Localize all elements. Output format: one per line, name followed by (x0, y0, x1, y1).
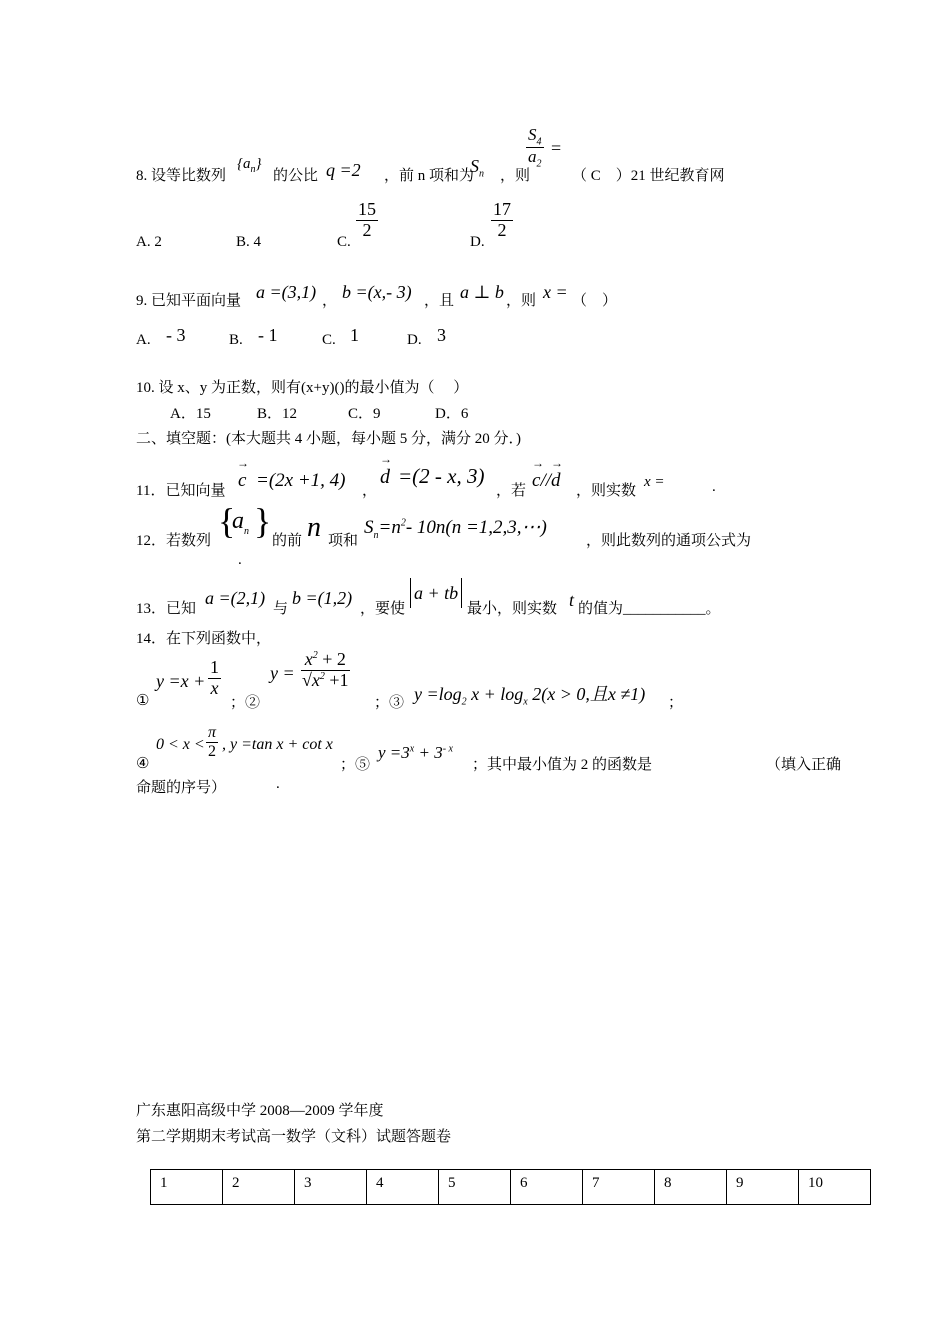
q9-x-equals: x = (543, 282, 568, 302)
answer-cell[interactable]: 1 (151, 1170, 223, 1205)
q14-line2: 命题的序号） (136, 780, 227, 796)
q13-text2: ，要使 (360, 601, 406, 617)
q14-f2-left: y = (270, 663, 295, 683)
table-row (151, 1170, 871, 1205)
q8-sum: $S_n$ (470, 156, 484, 180)
q8-option-c-value: $\frac{15}{2}$ (358, 199, 376, 240)
q13-text1: 与 (273, 601, 289, 617)
q8-option-a: A. 2 (136, 234, 162, 250)
q13-prefix: 13．已知 (136, 601, 197, 617)
q10-text: 10. 设 x、y 为正数，则有(x+y)()的最小值为（ ） (136, 380, 469, 396)
q13-t: t (569, 590, 575, 610)
q8-option-d-value: $\frac{17}{2}$ (493, 199, 511, 240)
q14-circle-1: ① (136, 693, 150, 709)
q12-text2: 项和 (328, 533, 359, 549)
answer-cell[interactable]: 3 (295, 1170, 367, 1205)
school-title: 广东惠阳高级中学 2008—2009 学年度 (136, 1103, 384, 1119)
q13-text4: 的值为___________。 (578, 601, 721, 617)
q12-brace-close: } (254, 501, 272, 541)
q9-option-c: 1 (350, 325, 359, 345)
q9-prefix: 9. 已知平面向量 (136, 293, 242, 309)
q9-text3: ，则 (506, 293, 537, 309)
q11-parallel: → c// → d (532, 456, 563, 491)
q14-f4-right: , y =tan x + cot x (222, 736, 333, 753)
answer-cell[interactable]: 6 (511, 1170, 583, 1205)
q9-option-b: - 1 (258, 325, 278, 345)
q12-brace-open: { (218, 501, 236, 541)
q12-n: n (307, 512, 321, 543)
q14-f5: $y =3^x + 3^{- x}$ (378, 743, 453, 762)
q9-option-c-label: C. (322, 332, 336, 348)
q11-text3: ，则实数 (576, 483, 637, 499)
answer-cell[interactable]: 4 (367, 1170, 439, 1205)
q8-equals: = (551, 138, 562, 158)
q8-option-c-label: C. (337, 234, 351, 250)
q14-tail2: （填入正确 (766, 757, 842, 773)
q14-prefix: 14．在下列函数中， (136, 631, 272, 647)
answer-cell[interactable]: 7 (583, 1170, 655, 1205)
q13-vector-b: b =(1,2) (292, 588, 353, 608)
q9-vector-a: a =(3,1) (256, 282, 317, 302)
q8-text2: ，前 n 项和为 (384, 168, 475, 184)
q14-f1-fraction: $\frac{1}{x}$ (210, 657, 219, 698)
q13-vector-a: a =(2,1) (205, 588, 266, 608)
q13-text3: 最小，则实数 (467, 601, 558, 617)
q12-prefix: 12．若数列 (136, 533, 212, 549)
q11-d-expression: =(2 - x, 3) (398, 464, 485, 488)
q14-f2-fraction: $\frac{x^2 + 2}{√x^2 +1}$ (302, 649, 349, 690)
q10-option-a: A．15 (170, 406, 211, 422)
q10-option-c: C．9 (348, 406, 381, 422)
answer-cell[interactable]: 10 (799, 1170, 871, 1205)
answer-cell[interactable]: 2 (223, 1170, 295, 1205)
q10-option-b: B．12 (257, 406, 298, 422)
exam-title: 第二学期期末考试高一数学（文科）试题答题卷 (136, 1129, 452, 1145)
q12-formula: $S_n=n^2-$ 10n(n =1,2,3,⋯) (364, 517, 547, 541)
answer-cell[interactable]: 9 (727, 1170, 799, 1205)
q11-vector-d: → d (380, 452, 392, 488)
q9-perp: a ⊥ b (460, 282, 504, 302)
q14-f1-left: y =x + (156, 671, 206, 691)
q9-vector-b: b =(x,- 3) (342, 282, 412, 302)
q10-option-d: D．6 (435, 406, 469, 422)
section-heading: 二、填空题：(本大题共 4 小题，每小题 5 分，满分 20 分．) (136, 431, 521, 447)
q8-answer: （ C ）21 世纪教育网 (572, 168, 725, 184)
q11-x-equals: x = (644, 474, 665, 490)
q9-option-d-label: D. (407, 332, 422, 348)
q14-sep2: ；③ (374, 695, 405, 711)
q12-text3: ，则此数列的通项公式为 (586, 533, 752, 549)
q8-text3: ，则 (500, 168, 531, 184)
q14-f3: $y =\log_2$ $x + \log_x 2(x > 0$,且x ≠1) (414, 684, 646, 708)
q14-f4-left: 0 < x < (156, 736, 205, 753)
q9-text1: ， (322, 293, 338, 309)
q9-paren: （ ） (572, 293, 618, 309)
q11-dot: . (712, 479, 716, 495)
q14-sep3: ； (668, 695, 684, 711)
q11-vector-c: → c (237, 456, 249, 491)
q8-seq: $\{a_n\}$ (237, 156, 262, 175)
q12-sequence: $a_n$ (232, 508, 249, 537)
q8-option-b: B. 4 (236, 234, 262, 250)
q14-sep1: ；② (230, 695, 261, 711)
q8-prefix: 8. 设等比数列 (136, 168, 227, 184)
answer-table (150, 1169, 871, 1205)
q14-f4-fraction: $\frac{\pi}{2}$ (208, 724, 217, 760)
q8-fraction: $\frac{S_4}{a_2}$ (528, 125, 542, 170)
q14-dot: . (276, 776, 280, 792)
q14-circle-4: ④ (136, 756, 150, 772)
q8-option-d-label: D. (470, 234, 485, 250)
q9-text2: ，且 (424, 293, 455, 309)
q8-q-eq: q =2 (326, 160, 361, 180)
q11-text1: ， (362, 483, 378, 499)
q9-option-d: 3 (437, 325, 446, 345)
q11-text2: ，若 (496, 483, 527, 499)
answer-cell[interactable]: 8 (655, 1170, 727, 1205)
q14-tail: ；其中最小值为 2 的函数是 (472, 757, 653, 773)
q9-option-b-label: B. (229, 332, 243, 348)
q11-prefix: 11．已知向量 (136, 483, 226, 499)
q9-option-a-label: A. (136, 332, 151, 348)
q12-text1: 的前 (272, 533, 303, 549)
q13-abs-expression: a + tb (410, 578, 462, 608)
answer-cell[interactable]: 5 (439, 1170, 511, 1205)
q9-option-a: - 3 (166, 325, 186, 345)
q11-c-expression: =(2x +1, 4) (256, 470, 346, 491)
q8-text1: 的公比 (273, 168, 319, 184)
q14-sep4: ；⑤ (340, 757, 371, 773)
q12-dot: . (238, 552, 242, 568)
